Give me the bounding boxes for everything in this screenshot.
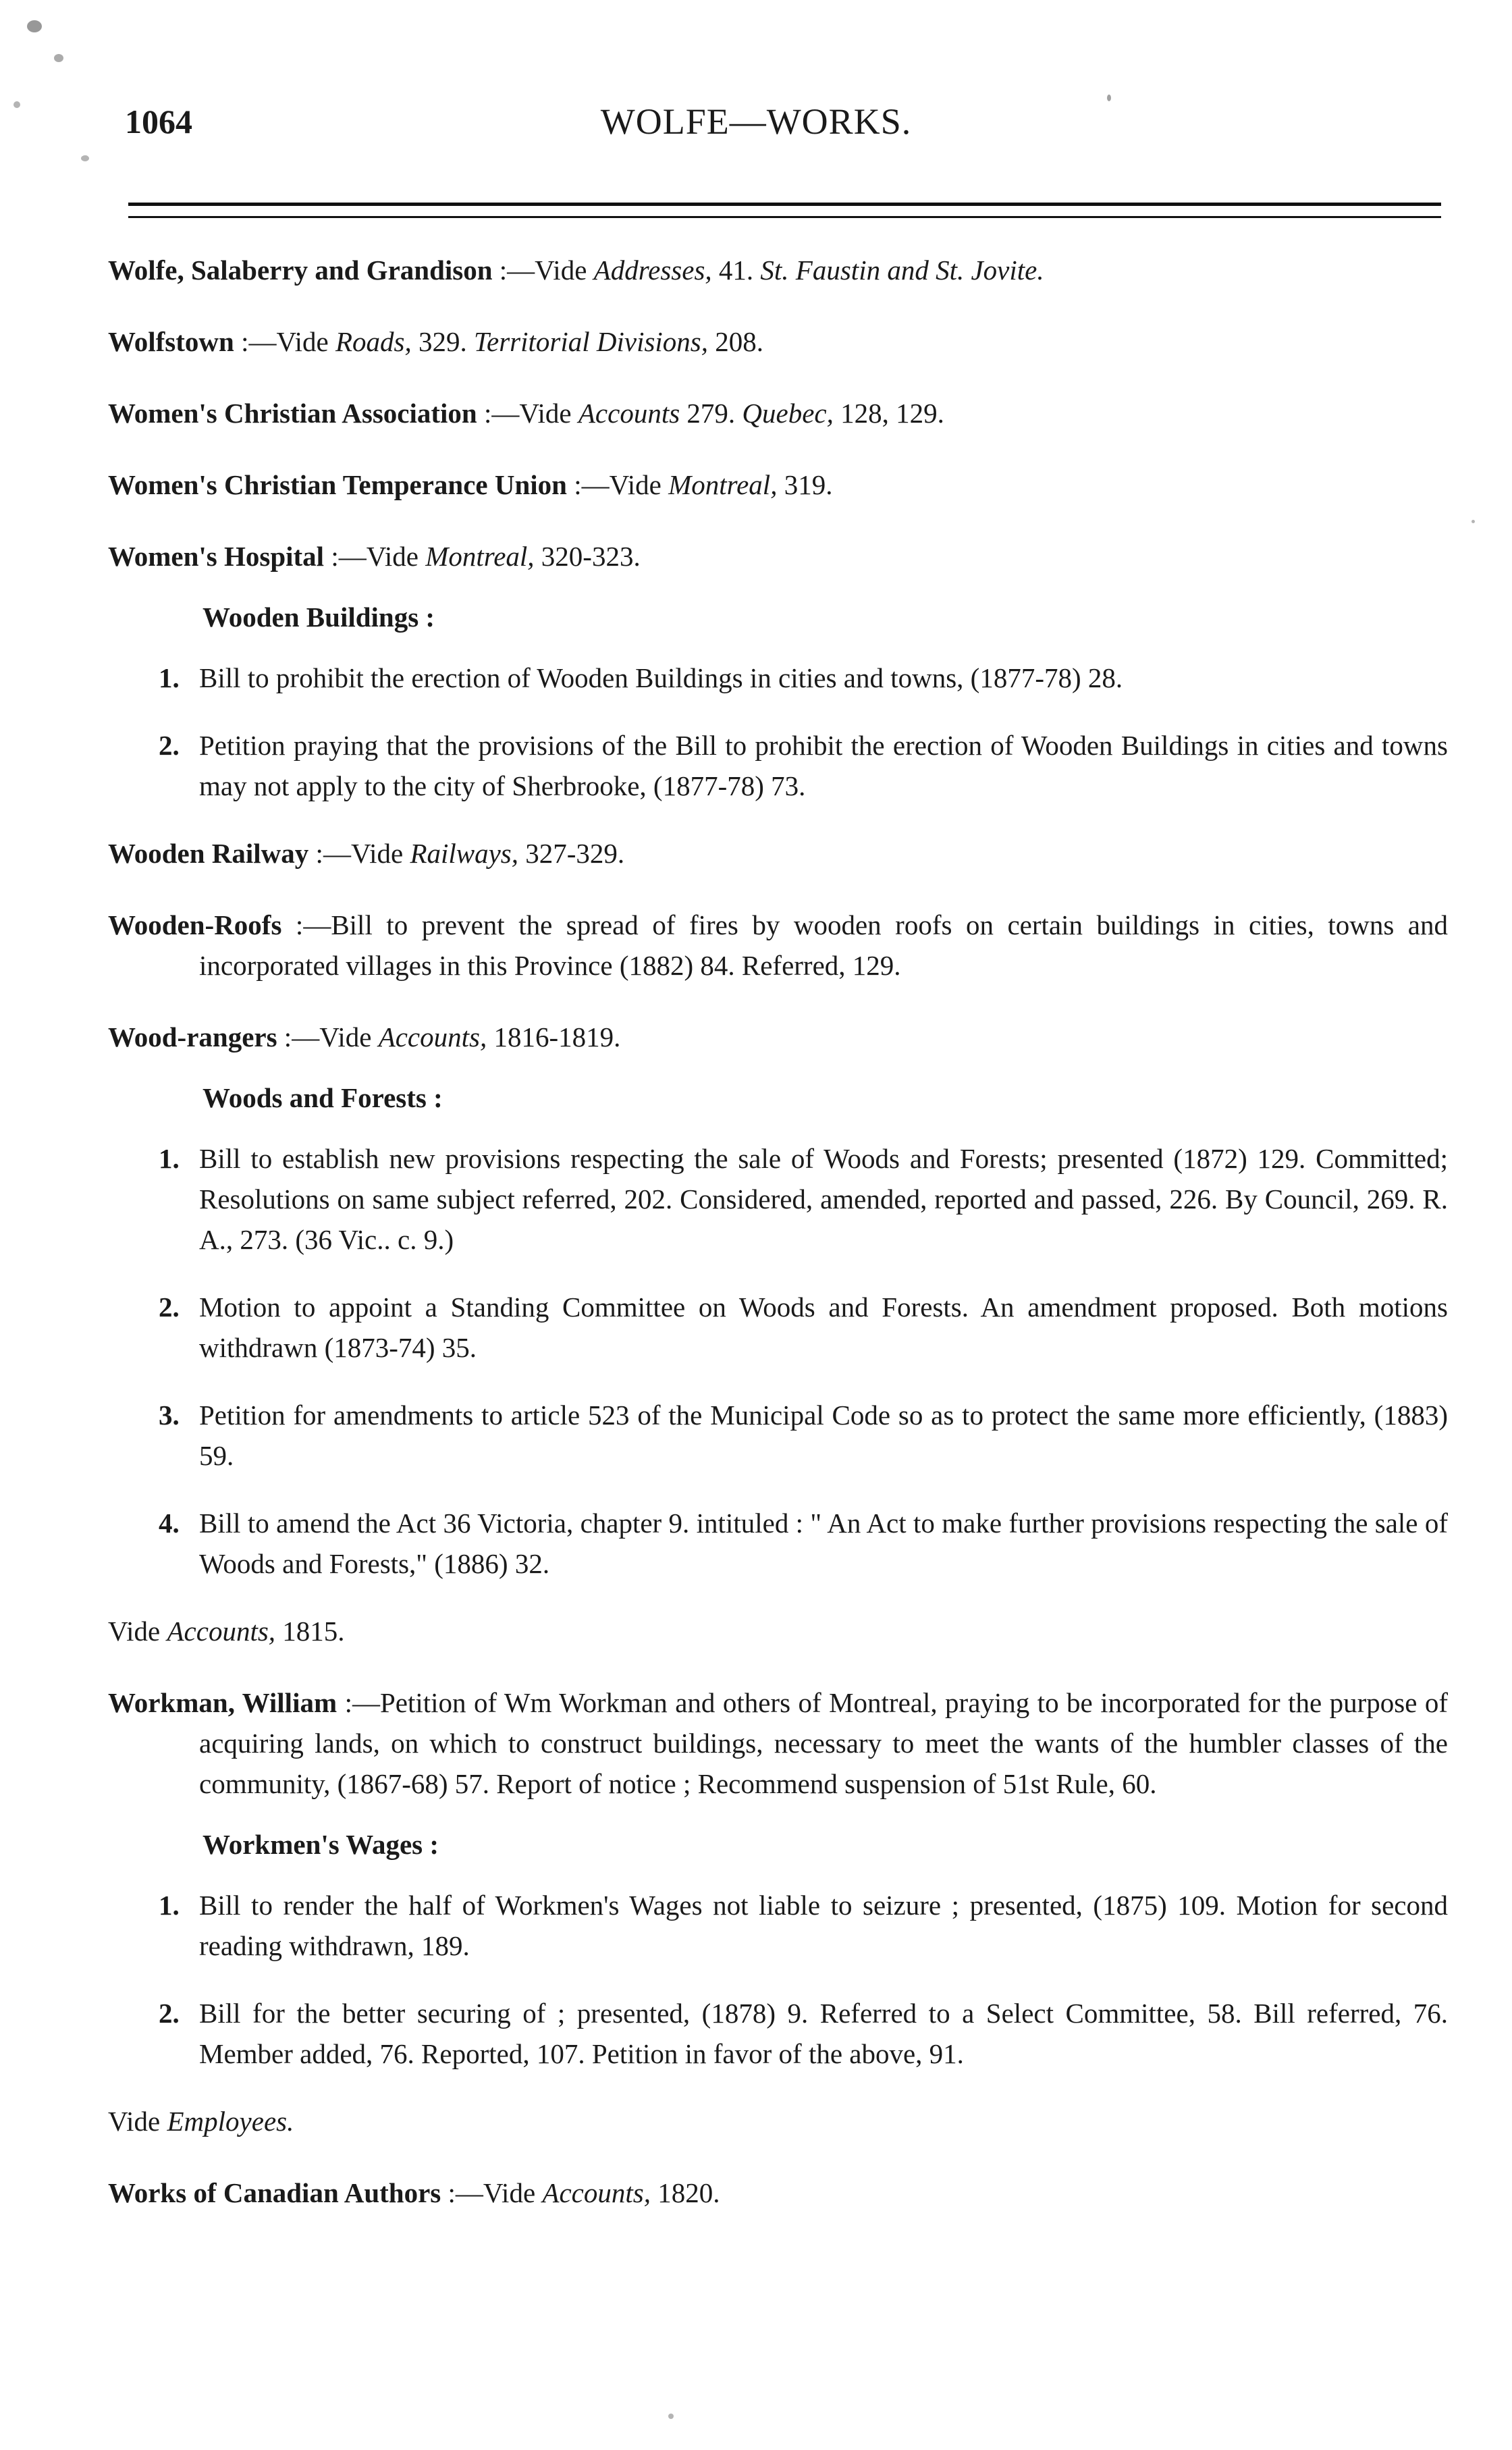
list-item (108, 1287, 1448, 1368)
list-item (108, 1138, 1448, 1260)
index-entry-wooden-roofs (108, 905, 1448, 986)
entry-heading: Women's Christian Association (108, 398, 477, 429)
entry-separator: :—Vide (308, 838, 410, 869)
entry-reference: Railways, (410, 838, 519, 869)
item-text: Bill to prohibit the erection of Wooden Buildings in cities and towns, (1877-78) 28. (199, 662, 1123, 693)
entry-reference: Quebec, (742, 398, 834, 429)
scan-speck (1107, 95, 1111, 101)
item-number: 4. (159, 1508, 180, 1539)
list-item (108, 1395, 1448, 1476)
running-head: WOLFE—WORKS. (600, 101, 912, 142)
vide-reference (108, 2101, 1448, 2141)
entry-page: 41. (711, 255, 761, 286)
entry-page: 320-323. (534, 541, 641, 572)
list-item (108, 1993, 1448, 2074)
index-entry-wood-rangers (108, 1017, 1448, 1057)
item-text: Bill to amend the Act 36 Victoria, chapter 9. intituled : " An Act to make further provisions respecting the sale of Woods and Forests," (1886) 32. (199, 1508, 1448, 1579)
index-entry-wolfstown (108, 321, 1448, 362)
header-rule-thick (128, 203, 1441, 206)
entry-separator: :—Vide (324, 541, 426, 572)
entry-reference: Montreal, (668, 469, 778, 500)
entry-page: 208. (708, 326, 764, 357)
entry-page: 279. (680, 398, 742, 429)
entry-heading: Works of Canadian Authors (108, 2177, 441, 2208)
index-entry-wooden-railway (108, 833, 1448, 874)
item-text: Petition for amendments to article 523 of the Municipal Code so as to protect the same more efficiently, (1883) 59. (199, 1400, 1448, 1471)
entry-reference: Accounts (578, 398, 680, 429)
page-header (0, 101, 1512, 155)
list-item (108, 658, 1448, 698)
entry-page: 1820. (650, 2177, 720, 2208)
index-content (108, 250, 1448, 2244)
entry-heading: Wooden-Roofs (108, 909, 282, 940)
entry-reference: Accounts, (542, 2177, 651, 2208)
entry-heading: Wood-rangers (108, 1021, 277, 1053)
scan-speck (14, 101, 20, 108)
item-text: Petition praying that the provisions of the Bill to prohibit the erection of Wooden Buildings in cities and towns may not apply to the city of Sherbrooke, (1877-78) 73. (199, 730, 1448, 801)
item-text: Bill for the better securing of ; presented, (1878) 9. Referred to a Select Committee, 58. Bill referred, 76. Member added, 76. Reported, 107. Petition in favor of the above, 91. (199, 1998, 1448, 2069)
entry-page: 128, 129. (833, 398, 944, 429)
item-number: 2. (159, 1291, 180, 1323)
entry-reference: St. Faustin and St. Jovite. (760, 255, 1044, 286)
item-number: 2. (159, 1998, 180, 2029)
entry-separator: :—Vide (277, 1021, 379, 1053)
scan-speck (668, 2414, 674, 2419)
entry-heading: Wolfe, Salaberry and Grandison (108, 255, 493, 286)
index-entry-wolfe-salaberry (108, 250, 1448, 290)
entry-reference: Employees. (167, 2106, 294, 2137)
scan-speck (27, 20, 42, 32)
scan-speck (81, 155, 89, 161)
vide-label: Vide (108, 1616, 167, 1647)
entry-heading: Workman, William (108, 1687, 338, 1718)
item-number: 1. (159, 1890, 180, 1921)
entry-reference: Territorial Divisions, (473, 326, 709, 357)
entry-reference: Accounts, (167, 1616, 276, 1647)
entry-text: :—Petition of Wm Workman and others of Montreal, praying to be incorporated for the purpose of acquiring lands, on which to construct buildings, necessary to meet the wants of the humbler classes of the community, (1867-68) 57. Report of notice ; Recommend suspension of 51st Rule, 60. (199, 1687, 1448, 1799)
vide-reference (108, 1611, 1448, 1651)
list-item (108, 1885, 1448, 1966)
item-text: Motion to appoint a Standing Committee on Woods and Forests. An amendment proposed. Both motions withdrawn (1873-74) 35. (199, 1291, 1448, 1363)
entry-separator: :—Vide (477, 398, 578, 429)
list-item (108, 725, 1448, 806)
section-heading-workmens-wages: Workmen's Wages : (202, 1829, 439, 1860)
entry-page: 319. (777, 469, 833, 500)
section-heading-wooden-buildings: Wooden Buildings : (202, 602, 435, 633)
item-number: 3. (159, 1400, 180, 1431)
entry-reference: Roads, (335, 326, 412, 357)
entry-text: :—Bill to prevent the spread of fires by wooden roofs on certain buildings in cities, towns and incorporated villages in this Province (1882) 84. Referred, 129. (199, 909, 1448, 981)
entry-page: 1815. (275, 1616, 345, 1647)
entry-separator: :—Vide (234, 326, 335, 357)
entry-heading: Women's Hospital (108, 541, 325, 572)
entry-reference: Accounts, (378, 1021, 487, 1053)
index-entry-womens-temperance-union (108, 464, 1448, 505)
item-number: 2. (159, 730, 180, 761)
section-heading-woods-forests: Woods and Forests : (202, 1082, 443, 1113)
item-number: 1. (159, 662, 180, 693)
entry-page: 327-329. (518, 838, 625, 869)
entry-reference: Montreal, (425, 541, 535, 572)
entry-heading: Wooden Railway (108, 838, 309, 869)
item-text: Bill to establish new provisions respecting the sale of Woods and Forests; presented (1872) 129. Committed; Resolutions on same subject referred, 202. Considered, amended, reported and passed, 226. By Council, 269. R. A., 273. (36 Vic.. c. 9.) (199, 1143, 1448, 1255)
item-text: Bill to render the half of Workmen's Wages not liable to seizure ; presented, (1875) 109. Motion for second reading withdrawn, 189. (199, 1890, 1448, 1961)
entry-page: 329. (411, 326, 474, 357)
entry-heading: Women's Christian Temperance Union (108, 469, 567, 500)
header-rule-thin (128, 216, 1441, 218)
index-entry-works-canadian-authors (108, 2173, 1448, 2213)
entry-heading: Wolfstown (108, 326, 234, 357)
index-entry-womens-hospital (108, 536, 1448, 577)
entry-reference: Addresses, (593, 255, 712, 286)
list-item (108, 1503, 1448, 1584)
page-number: 1064 (125, 103, 192, 140)
entry-separator: :—Vide (566, 469, 669, 500)
entry-separator: :—Vide (492, 255, 594, 286)
index-entry-workman-william (108, 1682, 1448, 1804)
index-entry-womens-christian-association (108, 393, 1448, 433)
scan-speck (54, 54, 63, 62)
vide-label: Vide (108, 2106, 167, 2137)
scan-speck (1472, 520, 1475, 523)
entry-separator: :—Vide (441, 2177, 543, 2208)
item-number: 1. (159, 1143, 180, 1174)
entry-page: 1816-1819. (487, 1021, 621, 1053)
